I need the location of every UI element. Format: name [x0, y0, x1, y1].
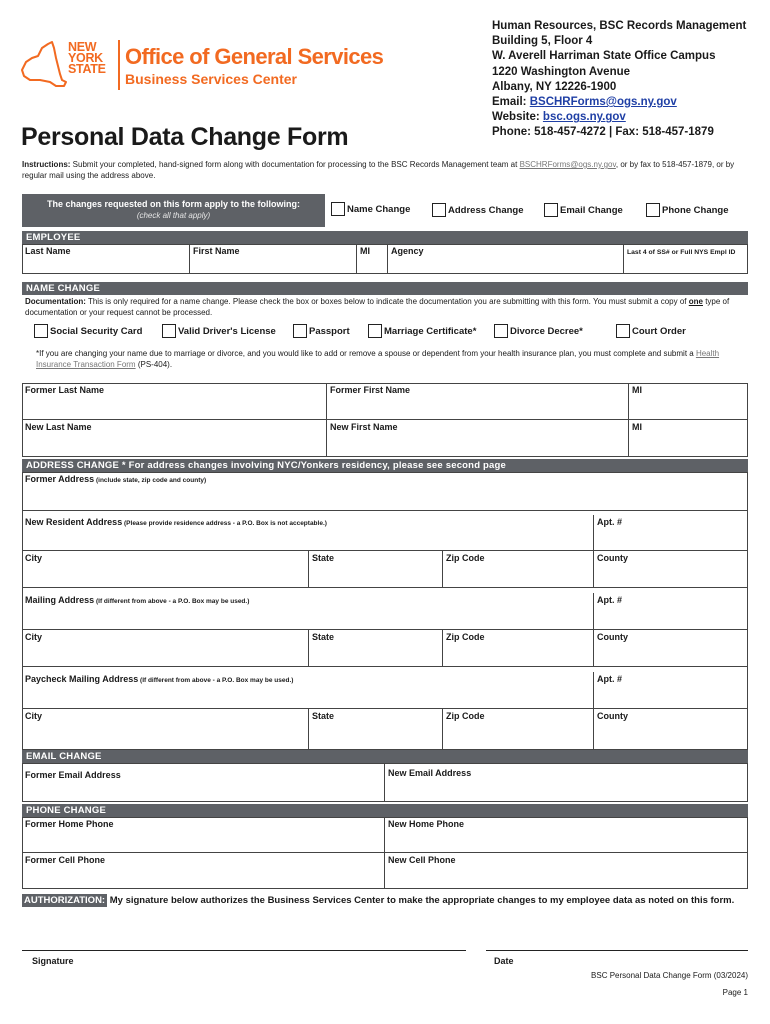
former-email-field[interactable]: Former Email Address — [22, 763, 385, 802]
page-title: Personal Data Change Form — [21, 123, 349, 151]
ogs-logo — [20, 40, 400, 100]
contact-line: Building 5, Floor 4 — [492, 35, 593, 48]
mailing-address-field[interactable]: Mailing Address (If different from above - a P.O. Box may be used.) — [22, 593, 594, 630]
former-address-field[interactable]: Former Address (include state, zip code and county) — [22, 472, 748, 511]
name-change-checkbox[interactable]: Name Change — [331, 202, 410, 216]
doc-marriage-certificate-checkbox[interactable]: Marriage Certificate* — [368, 324, 476, 338]
contact-line: 1220 Washington Avenue — [492, 65, 631, 78]
email-change-checkbox[interactable]: Email Change — [544, 203, 623, 217]
last-name-field[interactable]: Last Name — [22, 244, 190, 274]
contact-phone: Phone: 518-457-4272 | Fax: 518-457-1879 — [492, 126, 714, 139]
new-email-field[interactable]: New Email Address — [385, 763, 748, 802]
doc-court-order-checkbox[interactable]: Court Order — [616, 324, 686, 338]
name-change-section-bar: NAME CHANGE — [22, 282, 748, 295]
contact-email-link[interactable]: BSCHRForms@ogs.ny.gov — [529, 96, 677, 109]
employee-section-bar: EMPLOYEE — [22, 231, 748, 244]
doc-drivers-license-checkbox[interactable]: Valid Driver's License — [162, 324, 276, 338]
new-last-name-field[interactable]: New Last Name — [22, 420, 327, 457]
former-home-phone-field[interactable]: Former Home Phone — [22, 817, 385, 853]
signature-line[interactable] — [22, 950, 466, 951]
paycheck-apt-field[interactable]: Apt. # — [594, 672, 748, 709]
former-mi-field[interactable]: MI — [629, 383, 748, 420]
ny-state-outline-icon — [20, 40, 68, 96]
checkbox-icon[interactable] — [646, 203, 660, 217]
phone-change-section-bar: PHONE CHANGE — [22, 804, 748, 817]
resident-county-field[interactable]: County — [594, 551, 748, 588]
new-cell-phone-field[interactable]: New Cell Phone — [385, 853, 748, 889]
instructions-email-link[interactable]: BSCHRForms@ogs.ny.gov — [519, 160, 616, 169]
mailing-county-field[interactable]: County — [594, 630, 748, 667]
contact-block: Human Resources, BSC Records Management Building 5, Floor 4 W. Averell Harriman State Office Campus 1220 Washington Avenue Albany, NY 12226-1900 Email: BSCHRForms@ogs.ny.gov Website: bsc.ogs.ny.gov Phone: 518-457-4272 | Fax: 518-457-1879 — [492, 19, 746, 141]
documentation-text: Documentation: This is only required for a name change. Please check the box or boxes below to indicate the documentation you are submitting with this form. You must submit a copy of one type of documentation or your request cannot be processed. — [25, 297, 730, 317]
paycheck-city-field[interactable]: City — [22, 709, 309, 750]
new-home-phone-field[interactable]: New Home Phone — [385, 817, 748, 853]
division-name: Business Services Center — [125, 71, 297, 87]
resident-zip-field[interactable]: Zip Code — [443, 551, 594, 588]
mi-field[interactable]: MI — [357, 244, 388, 274]
mailing-city-field[interactable]: City — [22, 630, 309, 667]
health-insurance-form-link[interactable]: Health Insurance Transaction Form — [36, 349, 720, 369]
address-change-section-bar: ADDRESS CHANGE * For address changes involving NYC/Yonkers residency, please see second page — [22, 459, 748, 472]
contact-line: Albany, NY 12226-1900 — [492, 80, 617, 93]
doc-passport-checkbox[interactable]: Passport — [293, 324, 350, 338]
changes-heading: The changes requested on this form apply to the following: (check all that apply) — [22, 194, 325, 227]
phone-change-checkbox[interactable]: Phone Change — [646, 203, 729, 217]
mailing-zip-field[interactable]: Zip Code — [443, 630, 594, 667]
address-change-checkbox[interactable]: Address Change — [432, 203, 524, 217]
contact-line: W. Averell Harriman State Office Campus — [492, 50, 716, 63]
doc-social-security-checkbox[interactable]: Social Security Card — [34, 324, 142, 338]
checkbox-icon[interactable] — [34, 324, 48, 338]
contact-line: Human Resources, BSC Records Management — [492, 20, 747, 32]
agency-name: Office of General Services — [125, 44, 384, 69]
page-number: Page 1 — [722, 988, 748, 997]
logo-divider — [118, 40, 120, 90]
ny-state-wordmark: NEW YORK STATE — [68, 40, 106, 76]
former-last-name-field[interactable]: Former Last Name — [22, 383, 327, 420]
checkbox-icon[interactable] — [494, 324, 508, 338]
doc-divorce-decree-checkbox[interactable]: Divorce Decree* — [494, 324, 583, 338]
checkbox-icon[interactable] — [331, 202, 345, 216]
checkbox-icon[interactable] — [368, 324, 382, 338]
authorization-statement: AUTHORIZATION: My signature below authorizes the Business Services Center to make the appropriate changes to my employee data as noted on this form. — [24, 895, 735, 906]
paycheck-state-field[interactable]: State — [309, 709, 443, 750]
resident-apt-field[interactable]: Apt. # — [594, 515, 748, 551]
resident-state-field[interactable]: State — [309, 551, 443, 588]
checkbox-icon[interactable] — [544, 203, 558, 217]
form-id: BSC Personal Data Change Form (03/2024) — [591, 971, 748, 980]
email-change-section-bar: EMAIL CHANGE — [22, 750, 748, 763]
agency-field[interactable]: Agency — [388, 244, 624, 274]
marriage-divorce-note: *If you are changing your name due to marriage or divorce, and you would like to add or remove a spouse or dependent from your health insurance plan, you must complete and submit a Health Insurance Transaction Form (PS-404). — [36, 349, 720, 369]
mailing-apt-field[interactable]: Apt. # — [594, 593, 748, 630]
first-name-field[interactable]: First Name — [190, 244, 357, 274]
checkbox-icon[interactable] — [162, 324, 176, 338]
resident-address-field[interactable]: New Resident Address (Please provide residence address - a P.O. Box is not acceptable.) — [22, 515, 594, 551]
checkbox-icon[interactable] — [432, 203, 446, 217]
date-label: Date — [494, 956, 514, 966]
paycheck-county-field[interactable]: County — [594, 709, 748, 750]
signature-label: Signature — [32, 956, 74, 966]
authorization-tag: AUTHORIZATION: — [24, 895, 106, 906]
former-cell-phone-field[interactable]: Former Cell Phone — [22, 853, 385, 889]
mailing-state-field[interactable]: State — [309, 630, 443, 667]
paycheck-zip-field[interactable]: Zip Code — [443, 709, 594, 750]
new-first-name-field[interactable]: New First Name — [327, 420, 629, 457]
date-line[interactable] — [486, 950, 748, 951]
checkbox-icon[interactable] — [293, 324, 307, 338]
contact-website-link[interactable]: bsc.ogs.ny.gov — [542, 111, 626, 124]
checkbox-icon[interactable] — [616, 324, 630, 338]
ss-id-field[interactable]: Last 4 of SS# or Full NYS Empl ID — [624, 244, 748, 274]
resident-city-field[interactable]: City — [22, 551, 309, 588]
paycheck-address-field[interactable]: Paycheck Mailing Address (If different from above - a P.O. Box may be used.) — [22, 672, 594, 709]
new-mi-field[interactable]: MI — [629, 420, 748, 457]
former-first-name-field[interactable]: Former First Name — [327, 383, 629, 420]
instructions: Instructions: Submit your completed, hand-signed form along with documentation for processing to the BSC Records Management team at BSCHRForms@ogs.ny.gov, or by fax to 518-457-1879, or by regular mail using the address above. — [22, 160, 735, 180]
